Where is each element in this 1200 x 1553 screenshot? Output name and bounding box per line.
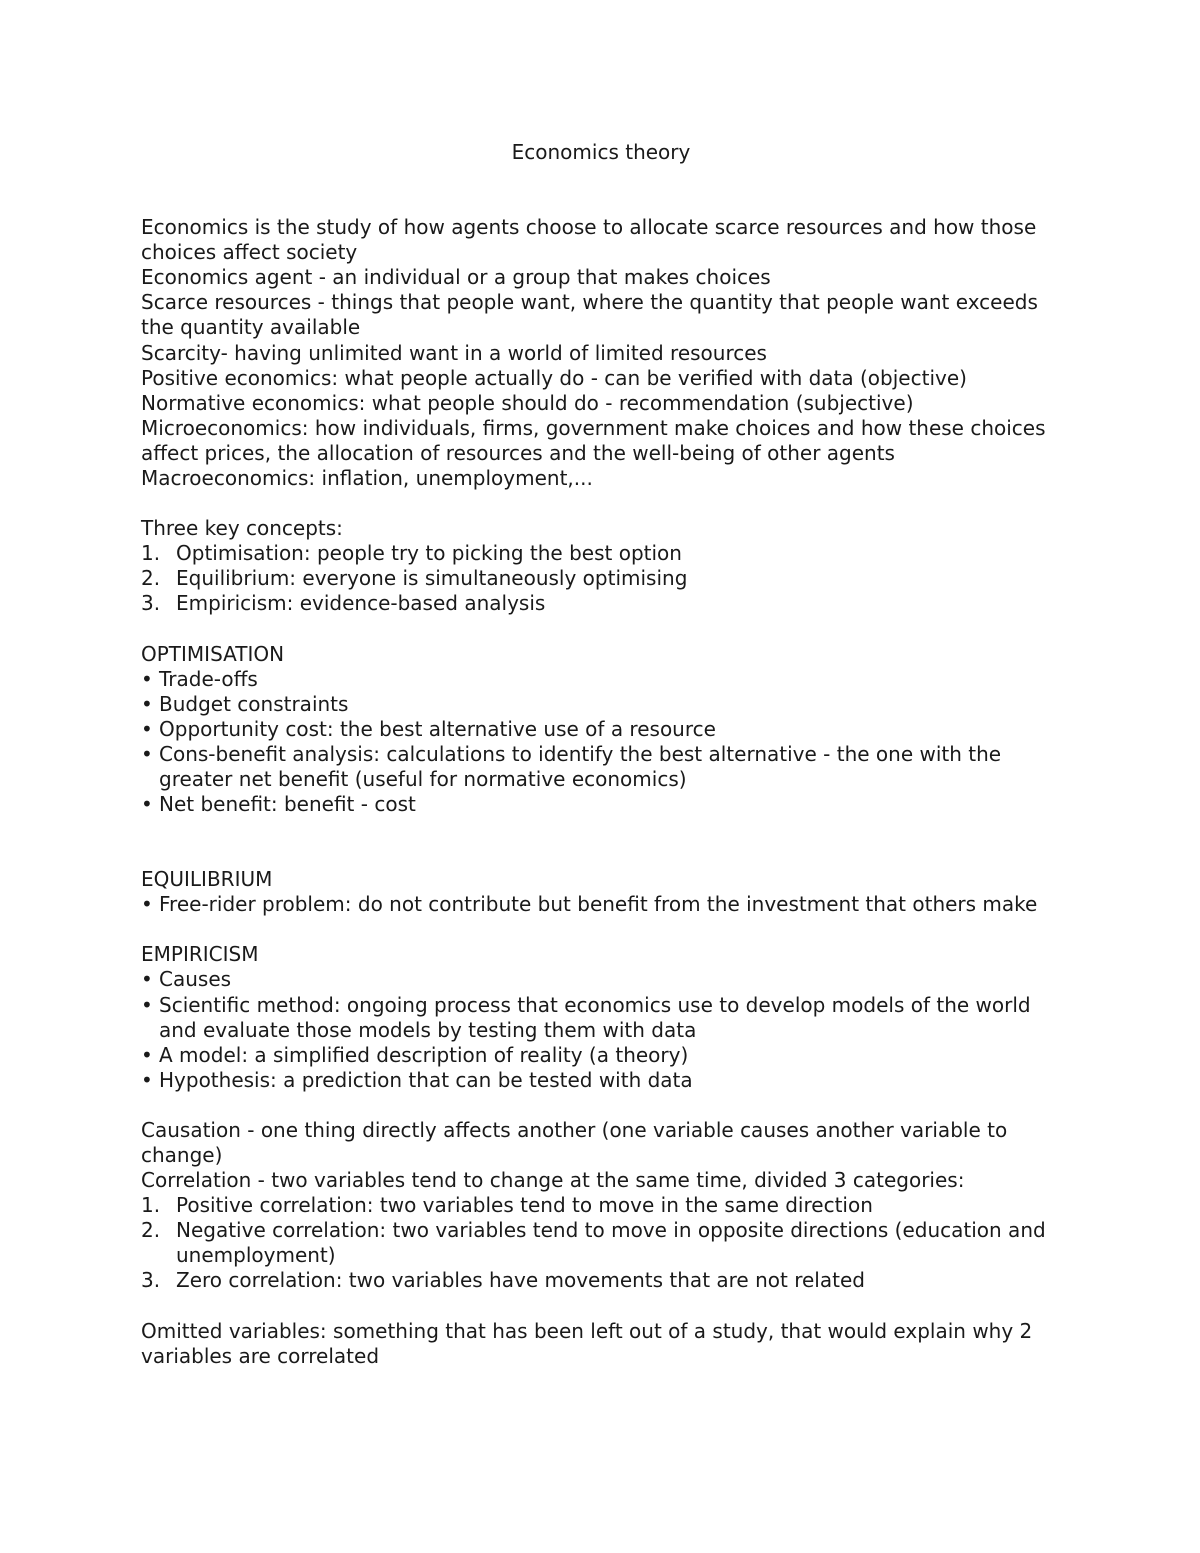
- item-number: 3.: [141, 591, 161, 616]
- item-text: A model: a simplified description of reality (a theory): [159, 1042, 689, 1067]
- bullet-icon: •: [141, 666, 153, 691]
- item-text: Zero correlation: two variables have movements that are not related: [176, 1268, 865, 1293]
- item-number: 2.: [141, 566, 161, 591]
- bullet-item: [141, 717, 1061, 742]
- empiricism-section: [141, 942, 1061, 1093]
- bullet-icon: •: [141, 892, 153, 917]
- numbered-item: [141, 566, 1061, 591]
- bullet-icon: •: [141, 741, 153, 766]
- intro-line: Macroeconomics: inflation, unemployment,...: [141, 466, 593, 491]
- intro-line: Economics is the study of how agents choose to allocate scarce resources and how those choices affect society: [141, 215, 1037, 265]
- item-text: Trade-offs: [159, 666, 258, 691]
- intro-line: Economics agent - an individual or a group that makes choices: [141, 265, 771, 290]
- item-text: Negative correlation: two variables tend to move in opposite directions (education and unemployment): [176, 1218, 1046, 1268]
- numbered-item: [141, 1218, 1061, 1268]
- bullet-item: [141, 667, 1061, 692]
- optimisation-section: [141, 642, 1061, 818]
- item-number: 1.: [141, 541, 161, 566]
- intro-line: Microeconomics: how individuals, firms, government make choices and how these choices affect prices, the allocation of resources and the well-being of other agents: [141, 415, 1046, 465]
- bullet-icon: •: [141, 967, 153, 992]
- item-text: Causes: [159, 967, 232, 992]
- bullet-icon: •: [141, 1042, 153, 1067]
- bullet-item: [141, 1068, 1061, 1093]
- numbered-item: [141, 591, 1061, 616]
- bullet-icon: •: [141, 716, 153, 741]
- document-page: [141, 140, 1061, 1369]
- causation-section: [141, 1118, 1061, 1294]
- section-heading: OPTIMISATION: [141, 641, 285, 666]
- equilibrium-section: [141, 867, 1061, 917]
- intro-line: Scarce resources - things that people want, where the quantity that people want exceeds the quantity available: [141, 290, 1038, 340]
- bullet-icon: •: [141, 1067, 153, 1092]
- item-text: Positive correlation: two variables tend to move in the same direction: [176, 1193, 873, 1218]
- item-text: Empiricism: evidence-based analysis: [176, 591, 546, 616]
- intro-line: Normative economics: what people should do - recommendation (subjective): [141, 390, 914, 415]
- bullet-item: [141, 892, 1061, 917]
- numbered-item: [141, 1268, 1061, 1293]
- bullet-item: [141, 742, 1061, 792]
- bullet-icon: •: [141, 792, 153, 817]
- item-text: Opportunity cost: the best alternative use of a resource: [159, 716, 716, 741]
- bullet-item: [141, 692, 1061, 717]
- bullet-icon: •: [141, 992, 153, 1017]
- item-number: 3.: [141, 1268, 161, 1293]
- bullet-item: [141, 967, 1061, 992]
- item-text: Budget constraints: [159, 691, 349, 716]
- intro-line: Positive economics: what people actually do - can be verified with data (objective): [141, 365, 967, 390]
- item-text: Free-rider problem: do not contribute but benefit from the investment that others make: [159, 892, 1038, 917]
- bullet-item: [141, 792, 1061, 817]
- item-text: Equilibrium: everyone is simultaneously optimising: [176, 566, 688, 591]
- key-concepts-section: [141, 516, 1061, 616]
- omitted-variables-text: Omitted variables: something that has been left out of a study, that would explain why 2 variables are correlated: [141, 1318, 1033, 1368]
- bullet-item: [141, 993, 1061, 1043]
- bullet-item: [141, 1043, 1061, 1068]
- item-text: Hypothesis: a prediction that can be tested with data: [159, 1067, 693, 1092]
- item-number: 2.: [141, 1218, 161, 1243]
- item-text: Net benefit: benefit - cost: [159, 792, 416, 817]
- page-title: Economics theory: [511, 140, 691, 164]
- intro-line: Scarcity- having unlimited want in a world of limited resources: [141, 340, 767, 365]
- section-heading: EQUILIBRIUM: [141, 867, 273, 892]
- intro-section: [141, 215, 1061, 491]
- section-heading: EMPIRICISM: [141, 942, 259, 967]
- item-text: Optimisation: people try to picking the best option: [176, 541, 682, 566]
- bullet-icon: •: [141, 691, 153, 716]
- key-concepts-heading: Three key concepts:: [141, 516, 343, 541]
- causation-text: Causation - one thing directly affects another (one variable causes another variable to change): [141, 1117, 1008, 1167]
- item-text: Scientific method: ongoing process that economics use to develop models of the world and evaluate those models by testing them with data: [159, 992, 1031, 1042]
- numbered-item: [141, 541, 1061, 566]
- item-text: Cons-benefit analysis: calculations to identify the best alternative - the one with the greater net benefit (useful for normative economics): [159, 741, 1002, 791]
- item-number: 1.: [141, 1193, 161, 1218]
- numbered-item: [141, 1193, 1061, 1218]
- correlation-intro: Correlation - two variables tend to change at the same time, divided 3 categories:: [141, 1168, 965, 1193]
